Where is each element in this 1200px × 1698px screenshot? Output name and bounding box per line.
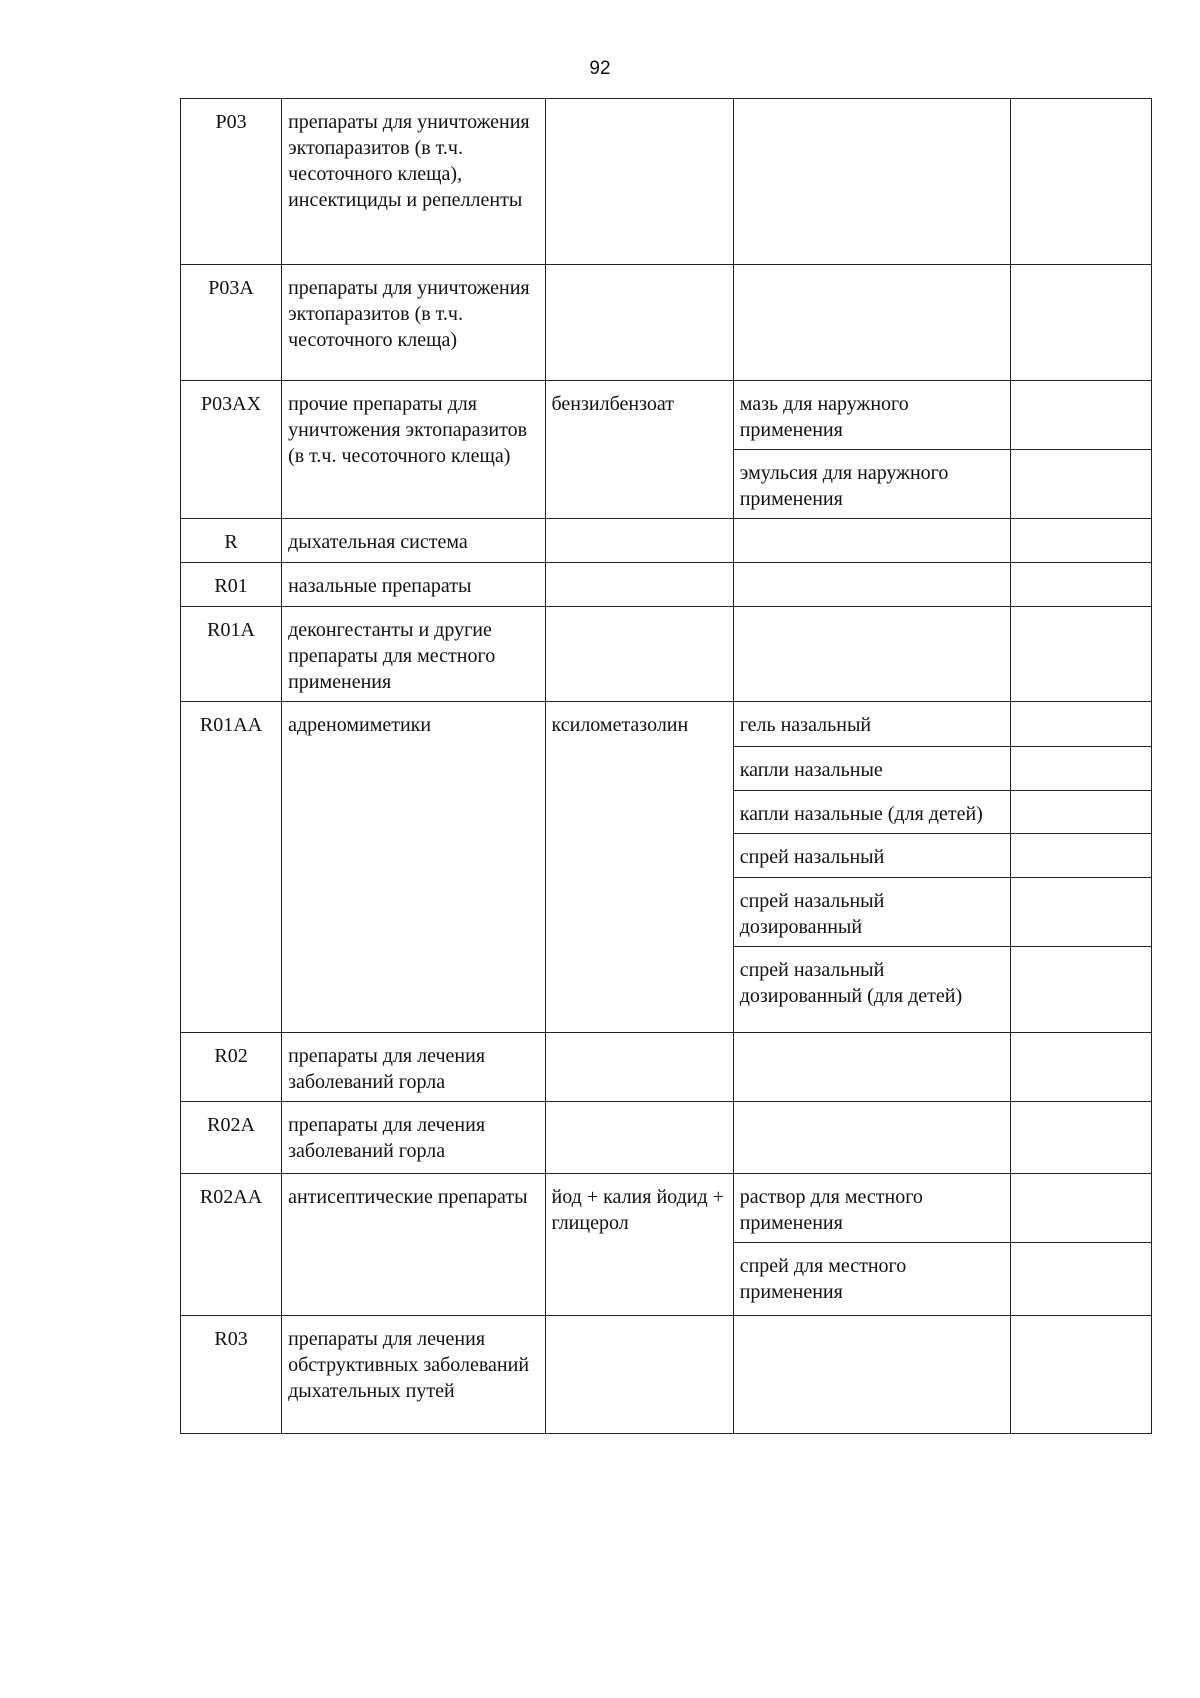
dosage-form-cell: спрей для местного применения <box>733 1243 1010 1316</box>
inn-cell: бензилбензоат <box>545 381 733 519</box>
group-name-cell: назальные препараты <box>282 563 545 607</box>
empty-cell <box>1011 1243 1152 1316</box>
page-number: 92 <box>589 58 611 79</box>
dosage-form-cell: спрей назальный дозированный (для детей) <box>733 947 1010 1033</box>
code-cell: R <box>181 519 282 563</box>
empty-cell <box>1011 747 1152 791</box>
dosage-form-cell: капли назальные (для детей) <box>733 791 1010 834</box>
group-name-cell: деконгестанты и другие препараты для местного применения <box>282 607 545 702</box>
table-body <box>181 99 1152 1434</box>
code-cell: R02AA <box>181 1174 282 1316</box>
table-row <box>181 1316 1152 1434</box>
dosage-form-cell <box>733 519 1010 563</box>
dosage-form-cell: спрей назальный <box>733 834 1010 878</box>
code-cell: R02 <box>181 1033 282 1102</box>
empty-cell <box>1011 563 1152 607</box>
empty-cell <box>1011 947 1152 1033</box>
empty-cell <box>1011 450 1152 519</box>
code-cell: Р03АХ <box>181 381 282 519</box>
table-row <box>181 1033 1152 1102</box>
dosage-form-cell: раствор для местного применения <box>733 1174 1010 1243</box>
empty-cell <box>1011 878 1152 947</box>
inn-cell <box>545 563 733 607</box>
table-row <box>181 519 1152 563</box>
dosage-form-cell: капли назальные <box>733 747 1010 791</box>
dosage-form-cell <box>733 1316 1010 1434</box>
inn-cell: йод + калия йодид + глицерол <box>545 1174 733 1316</box>
empty-cell <box>1011 1316 1152 1434</box>
group-name-cell: адреномиметики <box>282 702 545 1033</box>
code-cell: R03 <box>181 1316 282 1434</box>
dosage-form-cell <box>733 563 1010 607</box>
medication-table <box>180 98 1152 1434</box>
inn-cell <box>545 265 733 381</box>
code-cell: Р03А <box>181 265 282 381</box>
empty-cell <box>1011 1102 1152 1174</box>
inn-cell <box>545 607 733 702</box>
inn-cell <box>545 519 733 563</box>
table-row <box>181 99 1152 265</box>
group-name-cell: препараты для уничтожения эктопаразитов (в т.ч. чесоточного клеща) <box>282 265 545 381</box>
table-row <box>181 1102 1152 1174</box>
dosage-form-cell <box>733 1033 1010 1102</box>
dosage-form-cell: эмульсия для наружного применения <box>733 450 1010 519</box>
dosage-form-cell: гель назальный <box>733 702 1010 747</box>
group-name-cell: препараты для лечения заболеваний горла <box>282 1102 545 1174</box>
empty-cell <box>1011 607 1152 702</box>
group-name-cell: прочие препараты для уничтожения эктопаразитов (в т.ч. чесоточного клеща) <box>282 381 545 519</box>
table-row <box>181 607 1152 702</box>
code-cell: Р03 <box>181 99 282 265</box>
inn-cell: ксилометазолин <box>545 702 733 1033</box>
inn-cell <box>545 1316 733 1434</box>
code-cell: R01A <box>181 607 282 702</box>
empty-cell <box>1011 519 1152 563</box>
table-row <box>181 702 1152 747</box>
empty-cell <box>1011 265 1152 381</box>
group-name-cell: препараты для уничтожения эктопаразитов (в т.ч. чесоточного клеща), инсектициды и репелленты <box>282 99 545 265</box>
empty-cell <box>1011 381 1152 450</box>
table-row <box>181 381 1152 450</box>
empty-cell <box>1011 1033 1152 1102</box>
empty-cell <box>1011 1174 1152 1243</box>
dosage-form-cell <box>733 1102 1010 1174</box>
empty-cell <box>1011 99 1152 265</box>
group-name-cell: антисептические препараты <box>282 1174 545 1316</box>
code-cell: R01 <box>181 563 282 607</box>
code-cell: R01AA <box>181 702 282 1033</box>
group-name-cell: дыхательная система <box>282 519 545 563</box>
empty-cell <box>1011 791 1152 834</box>
empty-cell <box>1011 702 1152 747</box>
table-row <box>181 563 1152 607</box>
group-name-cell: препараты для лечения обструктивных заболеваний дыхательных путей <box>282 1316 545 1434</box>
table-row <box>181 265 1152 381</box>
inn-cell <box>545 1102 733 1174</box>
inn-cell <box>545 99 733 265</box>
dosage-form-cell: мазь для наружного применения <box>733 381 1010 450</box>
code-cell: R02A <box>181 1102 282 1174</box>
dosage-form-cell <box>733 99 1010 265</box>
dosage-form-cell <box>733 607 1010 702</box>
dosage-form-cell <box>733 265 1010 381</box>
group-name-cell: препараты для лечения заболеваний горла <box>282 1033 545 1102</box>
dosage-form-cell: спрей назальный дозированный <box>733 878 1010 947</box>
inn-cell <box>545 1033 733 1102</box>
empty-cell <box>1011 834 1152 878</box>
table-row <box>181 1174 1152 1243</box>
